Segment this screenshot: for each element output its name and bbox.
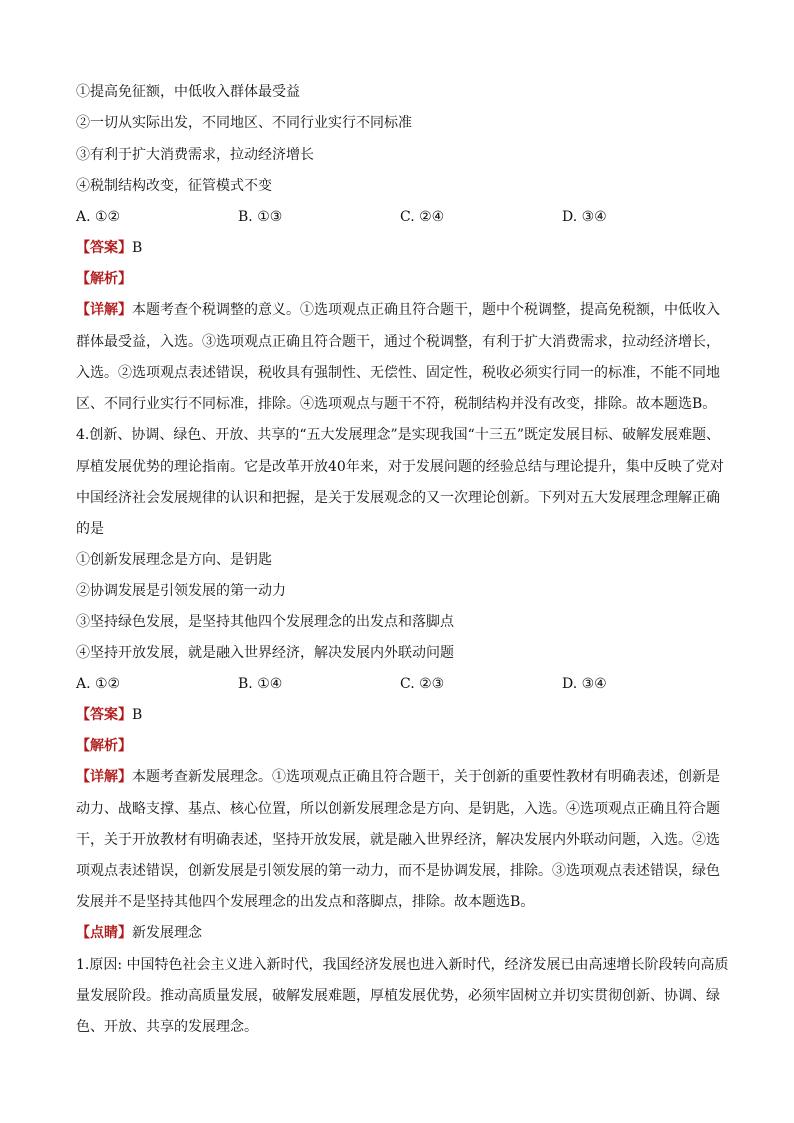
q3-option-a: A. ①② <box>76 209 121 225</box>
q4-item-1: ①创新发展理念是方向、是钥匙 <box>76 552 272 568</box>
q4-stem-line-2: 厚植发展优势的理论指南。它是改革开放40年来，对于发展问题的经验总结与理论提升，集中反映了党对 <box>76 459 724 475</box>
q4-option-b: B. ①④ <box>238 676 283 692</box>
q4-detail-line-4: 项观点表述错误，创新发展是引领发展的第一动力，而不是协调发展，排除。③选项观点表述错误，绿色 <box>76 863 720 879</box>
q3-option-b: B. ①③ <box>238 209 283 225</box>
q3-answer-tag: 【答案】 <box>76 240 132 256</box>
q4-answer <box>76 705 726 725</box>
q4-option-d: D. ③④ <box>562 676 607 692</box>
q3-analysis-tag: 【解析】 <box>76 271 132 287</box>
q3-answer <box>76 238 726 258</box>
q4-detail-line-3: 干，关于开放教材有明确表述，坚持开放发展，就是融入世界经济，解决发展内外联动问题，入选。②选 <box>76 832 720 848</box>
q4-answer-value: B <box>132 707 143 723</box>
q3-detail-tag: 【详解】 <box>76 302 132 318</box>
q4-detail-line-1 <box>76 767 726 787</box>
q3-item-1: ①提高免征额，中低收入群体最受益 <box>76 84 300 100</box>
q3-detail-line-1 <box>76 300 726 320</box>
q4-analysis-tag: 【解析】 <box>76 738 132 754</box>
q4-stem-line-4: 的是 <box>76 521 104 537</box>
q4-item-2: ②协调发展是引领发展的第一动力 <box>76 583 286 599</box>
q4-detail-text-1: 本题考查新发展理念。①选项观点正确且符合题干，关于创新的重要性教材有明确表述，创新是 <box>132 769 720 785</box>
q4-stem-line-1: 4.创新、协调、绿色、开放、共享的“五大发展理念”是实现我国“十三五”既定发展目标、破解发展难题、 <box>76 427 720 443</box>
q3-analysis-heading <box>76 269 726 289</box>
q3-answer-value: B <box>132 240 143 256</box>
q4-answer-tag: 【答案】 <box>76 707 132 723</box>
q3-detail-line-3: 入选。②选项观点表述错误，税收具有强制性、无偿性、固定性，税收必须实行同一的标准，不能不同地 <box>76 365 720 381</box>
q4-detail-line-5: 发展并不是坚持其他四个发展理念的出发点和落脚点，排除。故本题选B。 <box>76 894 535 910</box>
q4-tip-tag: 【点睛】 <box>76 925 132 941</box>
q4-detail-tag: 【详解】 <box>76 769 132 785</box>
q4-option-a: A. ①② <box>76 676 121 692</box>
q3-detail-line-4: 区、不同行业实行不同标准，排除。④选项观点与题干不符，税制结构并没有改变，排除。故本题选B。 <box>76 396 717 412</box>
q3-detail-text-1: 本题考查个税调整的意义。①选项观点正确且符合题干，题中个税调整，提高免税额，中低收入 <box>132 302 720 318</box>
q4-detail-line-2: 动力、战略支撑、基点、核心位置，所以创新发展理念是方向、是钥匙，入选。④选项观点正确且符合题 <box>76 801 720 817</box>
q4-analysis-heading <box>76 736 726 756</box>
q3-detail-line-2: 群体最受益，入选。③选项观点正确且符合题干，通过个税调整，有利于扩大消费需求，拉动经济增长， <box>76 334 720 350</box>
q4-stem-line-3: 中国经济社会发展规律的认识和把握，是关于发展观念的又一次理论创新。下列对五大发展理念理解正确 <box>76 490 720 506</box>
q4-tip-line-2: 量发展阶段。推动高质量发展，破解发展难题，厚植发展优势，必须牢固树立并切实贯彻创新、协调、绿 <box>76 988 720 1004</box>
q4-option-c: C. ②③ <box>400 676 445 692</box>
q3-item-3: ③有利于扩大消费需求，拉动经济增长 <box>76 147 314 163</box>
q4-tip-heading <box>76 923 726 943</box>
q3-item-4: ④税制结构改变，征管模式不变 <box>76 178 272 194</box>
q3-item-2: ②一切从实际出发，不同地区、不同行业实行不同标准 <box>76 115 412 131</box>
q3-option-c: C. ②④ <box>400 209 445 225</box>
q3-option-d: D. ③④ <box>562 209 607 225</box>
q4-tip-line-1: 1.原因: 中国特色社会主义进入新时代，我国经济发展也进入新时代，经济发展已由高速增长阶段转向高质 <box>76 957 729 973</box>
q4-tip-line-3: 色、开放、共享的发展理念。 <box>76 1019 258 1035</box>
q4-item-3: ③坚持绿色发展，是坚持其他四个发展理念的出发点和落脚点 <box>76 614 454 630</box>
q4-tip-title: 新发展理念 <box>132 925 202 941</box>
q4-item-4: ④坚持开放发展，就是融入世界经济，解决发展内外联动问题 <box>76 645 454 661</box>
